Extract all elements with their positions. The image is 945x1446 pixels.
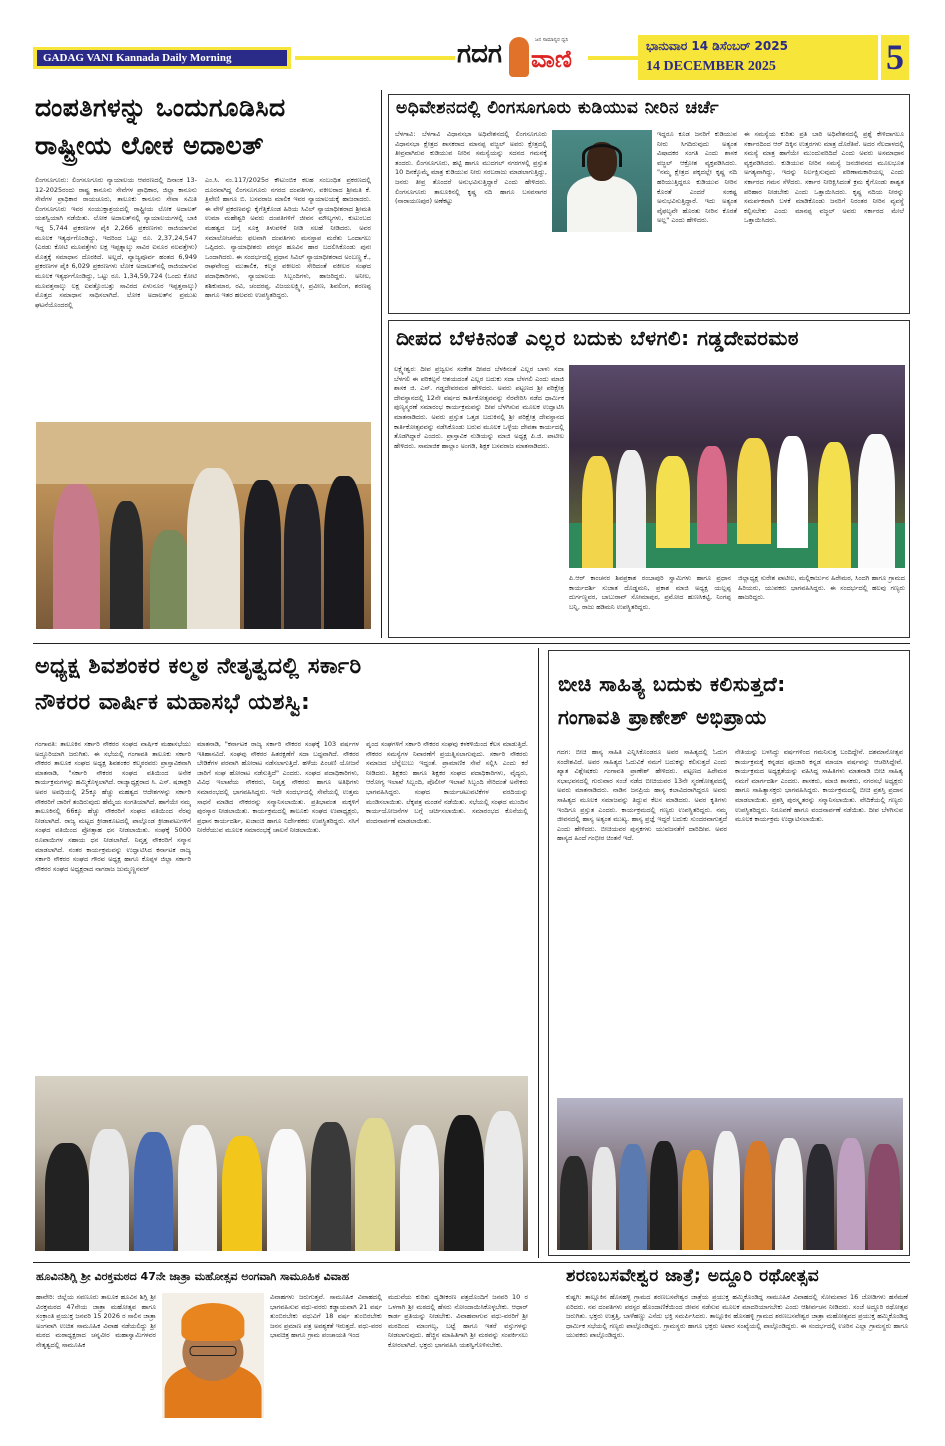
date-box (638, 35, 878, 80)
beechi-event-photo (557, 1098, 903, 1250)
jathre-headline: ಶರಣಬಸವೇಶ್ವರ ಜಾತ್ರೆ; ಅದ್ದೂರಿ ರಥೋತ್ಸವ (566, 1266, 820, 1286)
lok-adalat-headline-2: ರಾಷ್ಟ್ರೀಯ ಲೋಕ ಅದಾಲತ್ (35, 131, 265, 160)
logo-figure-icon (509, 37, 529, 77)
beechi-headline-1: ಬೀಚಿ ಸಾಹಿತ್ಯ ಬದುಕು ಕಲಿಸುತ್ತದೆ: (558, 672, 786, 696)
lok-adalat-col-1: ಲಿಂಗಸೂಗೂರು: ಲಿಂಗಸೂಗೂರು ನ್ಯಾಯಾಲಯ ಆವರಣದಲ್ಲಿ ದಿನಾಂಕ 13-12-2025ರಂದು ರಾಷ್ಟ್ರ ಕಾನೂನು ಸೇವೆಗಳ ಪ್ರಾಧಿಕಾರ, ಜಿಲ್ಲಾ ಕಾನೂನು ಸೇವೆಗಳ ಪ್ರಾಧಿಕಾರ ರಾಯಚೂರು, ತಾಲೂಕು ಕಾನೂನು ಸೇವಾ ಸಮಿತಿ ಲಿಂಗಸೂಗೂರು ಇವರ ಸಂಯುಕ್ತಾಶ್ರಯದಲ್ಲಿ ರಾಷ್ಟ್ರೀಯ ಲೋಕ ಅದಾಲತ್ ಯಶಸ್ವಿಯಾಗಿ ನಡೆಯಿತು. ಲೋಕ ಅದಾಲತ್‌ನಲ್ಲಿ ನ್ಯಾಯಾಲಯಗಳಲ್ಲಿ ಬಾಕಿ ಇದ್ದ 5,744 ಪ್ರಕರಣಗಳ ಪೈಕಿ 2,266 ಪ್ರಕರಣಗಳು ರಾಜಿಯಾಗುವ ಮೂಲಕ ಇತ್ಯರ್ಥಗೊಂಡಿದ್ದು, ಇದರಿಂದ ಒಟ್ಟು ರೂ. 2,37,24,547 (ಎರಡು ಕೋಟಿ ಮೂವತ್ತೇಳು ಲಕ್ಷ ಇಪ್ಪತ್ನಾಲ್ಕು ಸಾವಿರ ಐನೂರ ನಲವತ್ತೇಳು) ಮೊತ್ತಕ್ಕೆ ಸಮಾಧಾನ ದೊರಕಿದೆ. ಅಲ್ಲದೆ, ವ್ಯಾಜ್ಯಪೂರ್ವ ಹಂತದ 6,949 ಪ್ರಕರಣಗಳ ಪೈಕಿ 6,029 ಪ್ರಕರಣಗಳು ಲೋಕ ಅದಾಲತ್‌ನಲ್ಲಿ ರಾಜಿಯಾಗುವ ಮೂಲಕ ಇತ್ಯರ್ಥಗೊಂಡಿದ್ದು, ಒಟ್ಟು ರೂ. 1,34,59,724 (ಒಂದು ಕೋಟಿ ಮೂವತ್ತನಾಲ್ಕು ಲಕ್ಷ ಐವತ್ತೊಂಬತ್ತು ಸಾವಿರದ ಏಳುನೂರ ಇಪ್ಪತ್ತನಾಲ್ಕು) ಮೊತ್ತದ ಸಮಾಧಾನ ಸಾಧಿಸಲಾಗಿದೆ. ಲೋಕ ಅದಾಲತ್‌ನ ಪ್ರಮುಖ ಘಟನೆಯೊಂದರಲ್ಲಿ (35, 176, 197, 309)
employees-photo (35, 1076, 528, 1251)
beechi-col-2: ನೇತಿಯನ್ನು ಬಳಸಿದ್ದು ವರ್ಷಗಳಿಂದ ಗಮನಿಸುತ್ತ ಬಂದಿದ್ದೇನೆ. ದಶಮಾನೋತ್ಸವ ಕಾರ್ಯಕ್ರಮಕ್ಕೆ ಕನ್ನಡದ ಪೂಜಾರಿ ಕನ್ನಡ ಮಾಯಾ ವರ್ಷವನ್ನು ಆಚರಿಸಿದ್ದೇವೆ. ಕಾರ್ಯಕ್ರಮದ ಅಧ್ಯಕ್ಷತೆಯನ್ನು ವಹಿಸಿದ್ದ ಸಾಹಿತಿಗಳು ಮಾತನಾಡಿ ಬೀಚಿ ಸಾಹಿತ್ಯ ನಮಗೆ ಮಾರ್ಗದರ್ಶಿ ಎಂದರು. ಶಾಸಕರು, ಮಾಜಿ ಶಾಸಕರು, ನಗರಸಭೆ ಅಧ್ಯಕ್ಷರು ಹಾಗೂ ಸಾಹಿತ್ಯಾಸಕ್ತರು ಭಾಗವಹಿಸಿದ್ದರು. ಕಾರ್ಯಕ್ರಮದಲ್ಲಿ ಬೀಚಿ ಪ್ರಶಸ್ತಿ ಪ್ರದಾನ ಮಾಡಲಾಯಿತು. ಪ್ರಶಸ್ತಿ ಪುರಸ್ಕೃತರನ್ನು ಸನ್ಮಾನಿಸಲಾಯಿತು. ವೇದಿಕೆಯಲ್ಲಿ ಗಣ್ಯರು ಉಪಸ್ಥಿತರಿದ್ದರು. ನಿರೂಪಣೆ ಹಾಗೂ ವಂದನಾರ್ಪಣೆ ನಡೆಯಿತು. ದೀಪ ಬೆಳಗಿಸುವ ಮೂಲಕ ಕಾರ್ಯಕ್ರಮ ಉದ್ಘಾಟಿಸಲಾಯಿತು. (735, 748, 903, 824)
date-english: 14 DECEMBER 2025 (646, 59, 776, 74)
wedding-col-3: ಮದುವೆಯ ಕುರಿತು ಧೃಡೀಕರಣ ಪತ್ರದೊಂದಿಗೆ ಜನವರಿ 10 ರ ಒಳಗಾಗಿ ಶ್ರೀ ಮಠದಲ್ಲಿ ಹೆಸರು ನೋಂದಾಯಿಸಿಕೊಳ್ಳಬೇಕು. ಆಧಾರ್ ಕಾರ್ಡ ಪ್ರತಿಯನ್ನು ನೀಡಬೇಕು. ವಿವಾಹವಾಗುವ ವಧು-ವರರಿಗೆ ಶ್ರೀ ಮಠದಿಂದ ಮಾಂಗಲ್ಯ, ಬಟ್ಟೆ ಹಾಗೂ ಇತರೆ ವಸ್ತುಗಳನ್ನು ನೀಡಲಾಗುವುದು. ಹೆಚ್ಚಿನ ಮಾಹಿತಿಗಾಗಿ ಶ್ರೀ ಮಠವನ್ನು ಸಂಪರ್ಕಿಸಲು ಕೋರಲಾಗಿದೆ. ಭಕ್ತರು ಭಾಗವಹಿಸಿ ಯಶಸ್ವಿಗೊಳಿಸಬೇಕು. (388, 1293, 528, 1349)
lok-adalat-headline-1: ದಂಪತಿಗಳನ್ನು ಒಂದುಗೂಡಿಸಿದ (35, 93, 286, 122)
legislator-photo (552, 130, 652, 232)
date-kannada: ಭಾನುವಾರ 14 ಡಿಸೆಂಬರ್ 2025 (646, 39, 788, 53)
section-rule-2 (33, 1262, 910, 1263)
employees-col-3: ವೃಂದ ಸಂಘಗಳಿಗೆ ಸರ್ಕಾರಿ ನೌಕರರ ಸಂಘವು ಕಳಕಳಿಯಿಂದ ಕೆಲಸ ಮಾಡುತ್ತಿದೆ. ನೌಕರರ ಸಮಸ್ಯೆಗಳ ನಿವಾರಣೆಗೆ ಪ್ರಯತ್ನಿಸಲಾಗುವುದು. ಸರ್ಕಾರಿ ನೌಕರರು ಸಮಾಜದ ಬೆನ್ನೆಲುಬು ಇದ್ದಂತೆ. ಪ್ರಾಮಾಣಿಕ ಸೇವೆ ಸಲ್ಲಿಸಿ ಎಂದು ಕರೆ ನೀಡಿದರು. ಶಿಕ್ಷಕರು ಹಾಗೂ ಶಿಕ್ಷಕರ ಸಂಘದ ಪದಾಧಿಕಾರಿಗಳು, ವೈದ್ಯರು, ಆರೋಗ್ಯ ಇಲಾಖೆ ಸಿಬ್ಬಂದಿ, ಪೊಲೀಸ್ ಇಲಾಖೆ ಸಿಬ್ಬಂದಿ ಸೇರಿದಂತೆ ಅನೇಕರು ಭಾಗವಹಿಸಿದ್ದರು. ಸಂಘದ ಕಾರ್ಯಚಟುವಟಿಕೆಗಳ ವರದಿಯನ್ನು ಮಂಡಿಸಲಾಯಿತು. ಲೆಕ್ಕಪತ್ರ ಮಂಡನೆ ನಡೆಯಿತು. ಸಭೆಯಲ್ಲಿ ಸಂಘದ ಮುಂದಿನ ಕಾರ್ಯಯೋಜನೆಗಳ ಬಗ್ಗೆ ಚರ್ಚಿಸಲಾಯಿತು. ಸಮಾರಂಭದ ಕೊನೆಯಲ್ಲಿ ವಂದನಾರ್ಪಣೆ ಮಾಡಲಾಯಿತು. (366, 740, 528, 825)
masthead (33, 35, 909, 80)
deepa-headline: ದೀಪದ ಬೆಳಕಿನಂತೆ ಎಲ್ಲರ ಬದುಕು ಬೆಳಗಲಿ: ಗಡ್ಡದೇವರಮಠ (396, 326, 799, 350)
water-col-3: ಈ ಸಮಸ್ಯೆಯ ಕುರಿತು ಪ್ರತಿ ಬಾರಿ ಅಧಿವೇಶನದಲ್ಲಿ ಪ್ರಶ್ನೆ ಕೇಳಿದಾಗಲೂ ಸರ್ಕಾರದಿಂದ ಆರ್ ದಿಕ್ಕಿನ ಉತ್ತರಗಳು ಮಾತ್ರ ದೊರೆತಿವೆ. ಅದರ ನೆಲದಾಳದಲ್ಲಿ ಸಮಸ್ಯೆ ಮಾತ್ರ ಹಾಗೆಯೇ ಮುಂದುವರಿದಿದೆ ಎಂದು ಅವರು ಅಸಮಾಧಾನ ವ್ಯಕ್ತಪಡಿಸಿದರು. ಕುಡಿಯುವ ನೀರಿನ ಸಮಸ್ಯೆ ಜನಜೀವನದ ಮೂಲಭೂತ ಅಗತ್ಯವಾಗಿದ್ದು, ಇದನ್ನು ನಿರ್ಲಕ್ಷಿಸುವುದು ಪರಿಣಾಮಕಾರಿಯಲ್ಲ ಎಂದು ಸರ್ಕಾರದ ಗಮನ ಸೆಳೆದರು. ಸರ್ಕಾರ ನೀರಿಕ್ಷಿಸಿದಂತೆ ಕ್ರಮ ಕೈಗೊಂಡು ಶಾಶ್ವತ ಪರಿಹಾರ ನೀಡಬೇಕು ಎಂದು ಒತ್ತಾಯಿಸಿದರು. ಕೃಷ್ಣ ನದಿಯ ನೀರನ್ನು ಸಮರ್ಪಕವಾಗಿ ಬಳಕೆ ಮಾಡಿಕೊಂಡು ಜನರಿಗೆ ನಿರಂತರ ನೀರಿನ ವ್ಯವಸ್ಥೆ ಕಲ್ಪಿಸಬೇಕು ಎಂದು ಮಾನಪ್ಪ ವಜ್ಜಲ್ ಅವರು ಸರ್ಕಾರದ ಮೇಲೆ ಒತ್ತಾಯಿಸಿದರು. (744, 130, 904, 225)
deepa-col-3: ಜಿಲ್ಲಾಧ್ಯಕ್ಷ ಸುರೇಶ ಪಾಟೀಲ, ಮಲ್ಲಿಕಾರ್ಜುನ ಹಿರೇಮಠ, ಸಿಂದಗಿ ಹಾಗೂ ಗ್ರಾಮದ ಹಿರಿಯರು, ಯುವಕರು ಭಾಗವಹಿಸಿದ್ದರು. ಈ ಸಂದರ್ಭದಲ್ಲಿ ಹಲವು ಗಣ್ಯರು ಹಾಜರಿದ್ದರು. (738, 574, 905, 602)
edition-banner (33, 47, 291, 69)
beechi-headline-2: ಗಂಗಾವತಿ ಪ್ರಾಣೇಶ್ ಅಭಿಪ್ರಾಯ (558, 705, 767, 729)
wedding-col-1: ಹಾವೇರಿ: ಜಿಲ್ಲೆಯ ಸವಣೂರು ತಾಲೂಕ ಹೂವಿನ ಶಿಗ್ಲಿ ಶ್ರೀ ವಿರಕ್ತಮಠದ 47ನೇಯ ಜಾತ್ರಾ ಮಹೋತ್ಸವ ಹಾಗೂ ಸಂಕ್ರಾಂತಿ ಪ್ರಯುಕ್ತ ಜನವರಿ 15 2026 ರ ಸಾಲಿನ ಜಾತ್ರಾ ಅಂಗವಾಗಿ ಉಚಿತ ಸಾಮೂಹಿಕ ವಿವಾಹ ನಡೆಯಲಿದ್ದು ಶ್ರೀ ಮಠದ ಮಠಾಧ್ಯಕ್ಷರಾದ ಚನ್ನವೀರ ಮಹಾಸ್ವಾಮಿಗಳವರ ನೇತೃತ್ವದಲ್ಲಿ ಸಾಮೂಹಿಕ (36, 1293, 156, 1349)
deepa-col-1: ಲಕ್ಷ್ಮೇಶ್ವರ: ದೀಪ ಪ್ರಜ್ವಲನ ಸಂಕೇತ ದೀಪದ ಬೆಳಕಿನಂತೆ ಎಲ್ಲರ ಬಾಳು ಸದಾ ಬೆಳಗಲಿ ಈ ಪರಿಕಲ್ಪನೆ ಆಶಯದಂತೆ ಎಲ್ಲರ ಬದುಕು ಸದಾ ಬೆಳಗಲಿ ಎಂದು ಮಾಜಿ ಶಾಸಕ ಜಿ. ಎಸ್. ಗಡ್ಡದೇವರಮಠ ಹೇಳಿದರು. ಅವರು ಪಟ್ಟಣದ ಶ್ರೀ ಪರಿಕ್ಷೇತ್ರ ದೇವಸ್ಥಾನದಲ್ಲಿ 12ನೇ ವರ್ಷದ ಕಾರ್ತಿಕೋತ್ಸವವನ್ನು ನೆರವೇರಿಸಿ ನಡೆದ ಧಾರ್ಮಿಕ ಪುಣ್ಯಸ್ಮರಣೆ ಸಮಾರಂಭ ಕಾರ್ಯಕ್ರಮವನ್ನು ದೀಪ ಬೆಳಗಿಸುವ ಮೂಲಕ ಉದ್ಘಾಟಿಸಿ ಮಾತನಾಡಿದರು. ಅವರು ಪ್ರಸ್ತುತ ಒತ್ತಡ ಬದುಕಿನಲ್ಲಿ ಶ್ರೀ ಪರಿಕ್ಷೇತ್ರ ದೇವಸ್ಥಾನದ ಕಾರ್ತಿಕೋತ್ಸವವನ್ನು ನಡೆಸಿಕೊಂಡು ಬರುವ ಮೂಲಕ ಒಳ್ಳೆಯ ದೇವತಾ ಕಾರ್ಯದಲ್ಲಿ ತೊಡಗಿದ್ದಾರೆ ಎಂದರು. ಪ್ರಾಸ್ತಾವಿಕ ನುಡಿಯನ್ನು ಮಾಜಿ ಅಧ್ಯಕ್ಷ ಪಿ.ಜಿ. ಪಾಟೀಲ ಹೇಳಿದರು. ಸಾಮಾಜಿಕ ಹಾಲ್ಲಾಂ ಅಂಗಡಿ, ಶಿಕ್ಷಕ ಬಸವರಾಜ ಮಾತನಾಡಿದರು. (394, 365, 564, 450)
wedding-headline: ಹೂವಿನಶಿಗ್ಲಿ ಶ್ರೀ ವಿರಕ್ತಮಠದ 47ನೇ ಜಾತ್ರಾ ಮಹೋತ್ಸವ ಅಂಗವಾಗಿ ಸಾಮೂಹಿಕ ವಿವಾಹ (36, 1270, 350, 1283)
lok-adalat-photo (36, 422, 371, 629)
masthead-rule-left (295, 56, 455, 60)
page-number: 5 (881, 35, 909, 80)
section-rule (33, 643, 910, 644)
beechi-col-1: ಗದಗ: ಬೀಚಿ ಹಾಸ್ಯ ಸಾಹಿತಿ ಎನ್ನಿಸಿಕೊಂಡರೂ ಅವರ ಸಾಹಿತ್ಯದಲ್ಲಿ ಓದುಗ ಸಂದೇಶವಿದೆ. ಅವರ ಸಾಹಿತ್ಯದ ಓದುವಿಕೆ ನಮಗೆ ಬದುಕನ್ನು ಕಲಿಸುತ್ತದೆ ಎಂದು ಖ್ಯಾತ ವಿಶ್ಲೇಷಕರು ಗಂಗಾವತಿ ಪ್ರಾಣೇಶ್ ಹೇಳಿದರು. ಪಟ್ಟಣದ ಹಿರೇಮಠ ಸಭಾಭವನದಲ್ಲಿ ಗುರುವಾರ ಸಂಜೆ ನಡೆದ ಬೀಚಿಯವರ 13ನೇ ಸ್ಮರಣೋತ್ಸವದಲ್ಲಿ ಅವರು ಮಾತನಾಡಿದರು. ನಾಡಿನ ಜನಪ್ರಿಯ ಹಾಸ್ಯ ಕಲಾವಿದರಾಗಿದ್ದರೂ ಅವರು ಸಾಹಿತ್ಯದ ಮೂಲಕ ಸಮಾಜವನ್ನು ತಿದ್ದುವ ಕೆಲಸ ಮಾಡಿದರು. ಅವರ ಕೃತಿಗಳು ಇಂದಿಗೂ ಪ್ರಸ್ತುತ ಎಂದರು. ಕಾರ್ಯಕ್ರಮದಲ್ಲಿ ಗಣ್ಯರು ಉಪಸ್ಥಿತರಿದ್ದರು. ನಮ್ಮ ಜೀವನದಲ್ಲಿ ಹಾಸ್ಯ ಅತ್ಯಂತ ಮುಖ್ಯ. ಹಾಸ್ಯ ಪ್ರಜ್ಞೆ ಇದ್ದರೆ ಬದುಕು ಸುಂದರವಾಗುತ್ತದೆ ಎಂದು ಹೇಳಿದರು. ಬೀಚಿಯವರ ಪುಸ್ತಕಗಳು ಯುವಜನತೆಗೆ ದಾರಿದೀಪ. ಅವರ ಹಾಸ್ಯದ ಹಿಂದೆ ಗಂಭೀರ ಚಿಂತನೆ ಇದೆ. (557, 748, 727, 843)
edition-label: GADAG VANI Kannada Daily Morning (37, 50, 287, 66)
employees-col-1: ಗಂಗಾವತಿ: ತಾಲೂಕಿನ ಸರ್ಕಾರಿ ನೌಕರರ ಸಂಘದ ವಾರ್ಷಿಕ ಮಹಾಸಭೆಯು ಅದ್ದೂರಿಯಾಗಿ ಜರುಗಿತು. ಈ ಸಭೆಯಲ್ಲಿ ಗಂಗಾವತಿ ತಾಲೂಕು ಸರ್ಕಾರಿ ನೌಕರರ ತಾಲೂಕ ಸಂಘದ ಅಧ್ಯಕ್ಷ ಶಿವಶಂಕರ ಕಲ್ಮಠರವರು ಪ್ರಾಸ್ತಾವಿಕವಾಗಿ ಮಾತನಾಡಿ, "ಸರ್ಕಾರಿ ನೌಕರರ ಸಂಘದ ವತಿಯಿಂದ ಅನೇಕ ಕಾರ್ಯಕ್ರಮಗಳನ್ನು ಹಮ್ಮಿಕೊಳ್ಳಲಾಗಿದೆ. ರಾಜ್ಯಾಧ್ಯಕ್ಷರಾದ ಸಿ. ಎಸ್. ಷಡಾಕ್ಷರಿ ಅವರ ಅವಧಿಯಲ್ಲಿ 25ಕ್ಕೂ ಹೆಚ್ಚು ಮಹತ್ವದ ಆದೇಶಗಳನ್ನು ಸರ್ಕಾರಿ ನೌಕರರಿಗೆ ಜಾರಿಗೆ ತಂದಿರುವುದು ಹೆಮ್ಮೆಯ ಸಂಗತಿಯಾಗಿದೆ. ಹಾಗೆಯೇ ನಮ್ಮ ತಾಲೂಕಿನಲ್ಲಿ 66ಕ್ಕೂ ಹೆಚ್ಚು ನೌಕರರಿಗೆ ಸಂಘದ ವತಿಯಿಂದ ನೆರವು ನೀಡಲಾಗಿದೆ. ರಾಜ್ಯ ಮಟ್ಟದ ಕ್ರೀಡಾಕೂಟದಲ್ಲಿ ಪಾಲ್ಗೊಂಡ ಕ್ರೀಡಾಪಟುಗಳಿಗೆ ಸಂಘದ ವತಿಯಿಂದ ಪ್ರೋತ್ಸಾಹ ಧನ ನೀಡಲಾಯಿತು. ಸಂಘಕ್ಕೆ 5000 ರೂಪಾಯಿಗಳ ಸಹಾಯ ಧನ ನೀಡಲಾಗಿದೆ. ನಿವೃತ್ತ ನೌಕರರಿಗೆ ಸನ್ಮಾನ ಮಾಡಲಾಗಿದೆ. ನಂತರ ಕಾರ್ಯಕ್ರಮವನ್ನು ಉದ್ಘಾಟಿಸಿದ ಕರ್ನಾಟಕ ರಾಜ್ಯ ಸರ್ಕಾರಿ ನೌಕರರ ಸಂಘದ ಗೌರವ ಅಧ್ಯಕ್ಷ ಹಾಗೂ ಕೊಪ್ಪಳ ಜಿಲ್ಲಾ ಸರ್ಕಾರಿ ನೌಕರರ ಸಂಘದ ಅಧ್ಯಕ್ಷರಾದ ನಾಗರಾಜ ಜುಮ್ಮಣ್ಣನವರ್ (35, 740, 191, 873)
employees-headline-1: ಅಧ್ಯಕ್ಷ ಶಿವಶಂಕರ ಕಲ್ಮಠ ನೇತೃತ್ವದಲ್ಲಿ ಸರ್ಕಾರಿ (35, 654, 362, 679)
deepa-col-2: ಪಿ.ಆರ್ ಕಾಂಚನರ ಶಿವಪ್ರಕಾಶ ರಂಬಾಪುರಿ ಸ್ವಾಮಿಗಳು ಹಾಗೂ ಪ್ರಧಾನ ಕಾರ್ಯದರ್ಶಿ ಸುಜಾತ ದೊಡ್ಡಮನಿ, ಪ್ರಕಾಶ ಮಾಜಿ ಅಧ್ಯಕ್ಷ ಯಲ್ಲಪ್ಪ ದುರ್ಗಣ್ಣವರ, ಬಾಬುರಾವ್ ಸೋಮಾಪುರ, ಪ್ರಮೋದ ಹುಣಸಿಕಟ್ಟಿ, ನಿಂಗಪ್ಪ ಬನ್ನಿ, ರಾಜು ಹಡಿಮನಿ ಉಪಸ್ಥಿತರಿದ್ದರು. (569, 574, 731, 611)
column-divider (381, 90, 382, 638)
water-col-1: ಬೆಳಗಾವಿ: ಬೆಳಗಾವಿ ವಿಧಾನಸಭಾ ಅಧಿವೇಶನದಲ್ಲಿ ಲಿಂಗಸೂಗೂರು ವಿಧಾನಸಭಾ ಕ್ಷೇತ್ರದ ಶಾಸಕರಾದ ಮಾನಪ್ಪ ವಜ್ಜಲ್ ಅವರು ಕ್ಷೇತ್ರದಲ್ಲಿ ತೀವ್ರವಾಗಿರುವ ಕುಡಿಯುವ ನೀರಿನ ಸಮಸ್ಯೆಯನ್ನು ಸದನದ ಗಮನಕ್ಕೆ ತಂದರು. ಲಿಂಗಸೂಗೂರು, ಹಟ್ಟಿ ಹಾಗೂ ಮುದಗಲ್ ನಗರಗಳಲ್ಲಿ ಪ್ರಸ್ತುತ 10 ದಿನಕ್ಕೊಮ್ಮೆ ಮಾತ್ರ ಕುಡಿಯುವ ನೀರು ಸರಬರಾಜು ಮಾಡಲಾಗುತ್ತಿದ್ದು, ಜನರು ತೀವ್ರ ತೊಂದರೆ ಅನುಭವಿಸುತ್ತಿದ್ದಾರೆ ಎಂದು ಹೇಳಿದರು. ಲಿಂಗಸೂಗೂರು ತಾಲೂಕಿನಲ್ಲಿ ಕೃಷ್ಣ ನದಿ ಹಾಗೂ ಬಸವಸಾಗರ (ನಾರಾಯಣಪುರ) ಅಣೆಕಟ್ಟು (395, 130, 547, 206)
water-headline: ಅಧಿವೇಶನದಲ್ಲಿ ಲಿಂಗಸೂಗೂರು ಕುಡಿಯುವ ನೀರಿನ ಚರ್ಚೆ (396, 98, 720, 118)
logo-tagline: ಜನ ಸಾಮಾನ್ಯರ ಧ್ವನಿ (535, 37, 569, 43)
swamiji-portrait (162, 1293, 264, 1418)
wedding-col-2: ವಿವಾಹಗಳು ಜರುಗುತ್ತವೆ. ಸಾಮೂಹಿಕ ವಿವಾಹದಲ್ಲಿ ಭಾಗವಹಿಸುವ ವಧು-ವರರು ಕಡ್ಡಾಯವಾಗಿ 21 ವರ್ಷ ತುಂಬಿರಬೇಕು ವಧುವಿಗೆ 18 ವರ್ಷ ತುಂಬಿರಬೇಕು ಜನನ ಪ್ರಮಾಣ ಪತ್ರ ಅವಶ್ಯಕತೆ ಇರುತ್ತದೆ. ವಧು-ವರರ ಭಾವಚಿತ್ರ ಹಾಗೂ ಗ್ರಾಮ ಪಂಚಾಯತಿ ಇಂದ (270, 1293, 382, 1340)
column-divider-2 (538, 648, 539, 1258)
logo-right-text: ವಾಣಿ (531, 45, 572, 73)
lok-adalat-col-2: ಎಂ.ಸಿ. ನಂ.117/2025ರ ಕೌಟುಂಬಿಕ ಕಲಹ ಸಂಬಂಧಿತ ಪ್ರಕರಣದಲ್ಲಿ ದೂರವಾಗಿದ್ದ ಲಿಂಗಸೂಗೂರು ನಗರದ ದಂಪತಿಗಳು, ವಕೀಲರಾದ ಶ್ರೀಮತಿ ಕೆ. ತ್ರಿವೇಣಿ ಹಾಗೂ ಬಿ. ಬಸವರಾಜ ಮಾಲಿಕ ಇವರ ನ್ಯಾಯಾಲಯಕ್ಕೆ ಹಾಜರಾದರು. ಈ ವೇಳೆ ಪ್ರಕರಣವನ್ನು ಕೈಗೆತ್ತಿಕೊಂಡ ಹಿರಿಯ ಸಿವಿಲ್ ನ್ಯಾಯಾಧೀಶರಾದ ಶ್ರೀಮತಿ ಉಮಾ ಮಹೇಶ್ವರಿ ಅವರು ದಂಪತಿಗಳಿಗೆ ಜೀವನ ಮೌಲ್ಯಗಳು, ಕುಟುಂಬದ ಮಹತ್ವದ ಬಗ್ಗೆ ಸೂಕ್ತ ತಿಳುವಳಿಕೆ ನೀಡಿ ಸಲಹೆ ನೀಡಿದರು. ಅವರ ಸಮಾಲೋಚನೆಯ ಫಲವಾಗಿ ದಂಪತಿಗಳು ಮನಸ್ತಾಪ ಮರೆತು ಒಂದಾಗಲು ಒಪ್ಪಿದರು. ನ್ಯಾಯಾಧೀಶರು ಪರಸ್ಪರ ಹೂವಿನ ಹಾರ ಬದಲಿಸಿಕೊಂಡು ಪುನಃ ಒಂದಾಗಿದರು. ಈ ಸಂದರ್ಭದಲ್ಲಿ ಪ್ರಧಾನ ಸಿವಿಲ್ ನ್ಯಾಯಾಧೀಶರಾದ ಅಂಬಣ್ಣ ಕೆ., ರಾಘವೇಂದ್ರ ಮುತಾಲಿಕ, ಕಲ್ಮಠ ವಕೀಲರು ಸೇರಿದಂತೆ ವಕೀಲರ ಸಂಘದ ಪದಾಧಿಕಾರಿಗಳು, ನ್ಯಾಯಾಲಯ ಸಿಬ್ಬಂದಿಗಳು, ಹಾಜರಿದ್ದರು. ಅನೀಲ, ಶಶಿಕುಮಾರ, ರವಿ, ಚಂದರಪ್ಪ, ವಿಜಯಲಕ್ಷ್ಮೀ, ಪ್ರವೀಣ, ಶಿವಲಿಂಗ, ಶರಣಪ್ಪ ಹಾಗೂ ಇತರ ಹಲವರು ಉಪಸ್ಥಿತರಿದ್ದರು. (205, 176, 371, 300)
jathre-body: ಕುಷ್ಟಗಿ: ತಾಲ್ಲೂಕಿನ ಹೊಸಹಳ್ಳಿ ಗ್ರಾಮದ ಶರಣಬಸವೇಶ್ವರ ಜಾತ್ರೆಯ ಪ್ರಯುಕ್ತ ಹಮ್ಮಿಕೊಂಡಿದ್ದ ಸಾಮೂಹಿಕ ವಿವಾಹದಲ್ಲಿ ಸೋಮವಾರ 16 ಜೋಡಿಗಳು ಹಸೆಮಣೆ ಏರಿದರು. ನವ ದಂಪತಿಗಳು ಪರಸ್ಪರ ಹೊಂದಾಣಿಕೆಯಿಂದ ಜೀವನ ನಡೆಸುವ ಮೂಲಕ ಮಾದರಿಯಾಗಬೇಕು ಎಂದು ಆಶೀರ್ವಚನ ನೀಡಿದರು. ಸಂಜೆ ಅದ್ದೂರಿ ರಥೋತ್ಸವ ಜರುಗಿತು. ಭಕ್ತರು ಉತ್ತತ್ತಿ, ಬಾಳೆಹಣ್ಣು ಎಸೆದು ಭಕ್ತಿ ಸಮರ್ಪಿಸಿದರು. ತಾಲ್ಲೂಕಿನ ಹೊಸಹಳ್ಳಿ ಗ್ರಾಮದ ಶರಣಬಸವೇಶ್ವರ ಜಾತ್ರಾ ಮಹೋತ್ಸವದ ಪ್ರಯುಕ್ತ ಹಮ್ಮಿಕೊಂಡಿದ್ದ ಧಾರ್ಮಿಕ ಸಭೆಯಲ್ಲಿ ಗಣ್ಯರು ಪಾಲ್ಗೊಂಡಿದ್ದರು. ಗ್ರಾಮಸ್ಥರು ಹಾಗೂ ಭಕ್ತರು ಅಪಾರ ಸಂಖ್ಯೆಯಲ್ಲಿ ಪಾಲ್ಗೊಂಡಿದ್ದರು. ಈ ಸಂದರ್ಭದಲ್ಲಿ ಊರಿನ ಎಲ್ಲಾ ಗ್ರಾಮಸ್ಥರು ಹಾಗೂ ಯುವಕರು ಪಾಲ್ಗೊಂಡಿದ್ದರು. (566, 1293, 908, 1340)
newspaper-logo (457, 35, 587, 80)
water-col-2: ಇದ್ದರೂ ಕೂಡ ಜನರಿಗೆ ಕುಡಿಯುವ ನೀರು ಸಿಗದಿರುವುದು ಅತ್ಯಂತ ವಿಷಾದಕರ ಸಂಗತಿ ಎಂದು ಶಾಸಕ ವಜ್ಜಲ್ ಆಕ್ರೋಶ ವ್ಯಕ್ತಪಡಿಸಿದರು. "ನಮ್ಮ ಕ್ಷೇತ್ರದ ಪಕ್ಕದಲ್ಲೇ ಕೃಷ್ಣ ನದಿ ಹರಿಯುತ್ತಿದ್ದರೂ ಕುಡಿಯುವ ನೀರಿನ ಕೊರತೆ ಎಂದರೆ ಸಂಕಷ್ಟ ಅನುಭವಿಸುತ್ತಿದ್ದಾರೆ. ಇದು ಅತ್ಯಂತ ವೈಫಲ್ಯವೇ ಹೊರತು ನೀರಿನ ಕೊರತೆ ಅಲ್ಲ" ಎಂದು ಹೇಳಿದರು. (657, 130, 737, 225)
employees-headline-2: ನೌಕರರ ವಾರ್ಷಿಕ ಮಹಾಸಭೆ ಯಶಸ್ವಿ: (35, 690, 311, 715)
logo-left-text: ಗದಗ (457, 39, 502, 69)
employees-col-2: ಮಾತನಾಡಿ, "ಕರ್ನಾಟಕ ರಾಜ್ಯ ಸರ್ಕಾರಿ ನೌಕರರ ಸಂಘಕ್ಕೆ 103 ವರ್ಷಗಳ ಇತಿಹಾಸವಿದೆ. ಸಂಘವು ನೌಕರರ ಹಿತರಕ್ಷಣೆಗೆ ಸದಾ ಬದ್ಧವಾಗಿದೆ. ನೌಕರರ ಬೇಡಿಕೆಗಳ ಪರವಾಗಿ ಹೋರಾಟ ನಡೆಸಲಾಗುತ್ತಿದೆ. ಹಳೆಯ ಪಿಂಚಣಿ ಯೋಜನೆ ಜಾರಿಗೆ ಸಂಘ ಹೋರಾಟ ನಡೆಸುತ್ತಿದೆ" ಎಂದರು. ಸಂಘದ ಪದಾಧಿಕಾರಿಗಳು, ವಿವಿಧ ಇಲಾಖೆಯ ನೌಕರರು, ನಿವೃತ್ತ ನೌಕರರು ಹಾಗೂ ಅತಿಥಿಗಳು ಸಮಾರಂಭದಲ್ಲಿ ಭಾಗವಹಿಸಿದ್ದರು. ಇದೇ ಸಂದರ್ಭದಲ್ಲಿ ಸೇವೆಯಲ್ಲಿ ಉತ್ತಮ ಸಾಧನೆ ಮಾಡಿದ ನೌಕರರನ್ನು ಸನ್ಮಾನಿಸಲಾಯಿತು. ಪ್ರತಿಭಾವಂತ ಮಕ್ಕಳಿಗೆ ಪುರಸ್ಕಾರ ನೀಡಲಾಯಿತು. ಕಾರ್ಯಕ್ರಮದಲ್ಲಿ ತಾಲೂಕು ಸಂಘದ ಉಪಾಧ್ಯಕ್ಷರು, ಪ್ರಧಾನ ಕಾರ್ಯದರ್ಶಿ, ಖಜಾಂಚಿ ಹಾಗೂ ನಿರ್ದೇಶಕರು ಉಪಸ್ಥಿತರಿದ್ದರು. ಸಸಿಗೆ ನೀರೆರೆಯುವ ಮೂಲಕ ಸಮಾರಂಭಕ್ಕೆ ಚಾಲನೆ ನೀಡಲಾಯಿತು. (197, 740, 359, 835)
deepa-event-photo (569, 365, 905, 568)
